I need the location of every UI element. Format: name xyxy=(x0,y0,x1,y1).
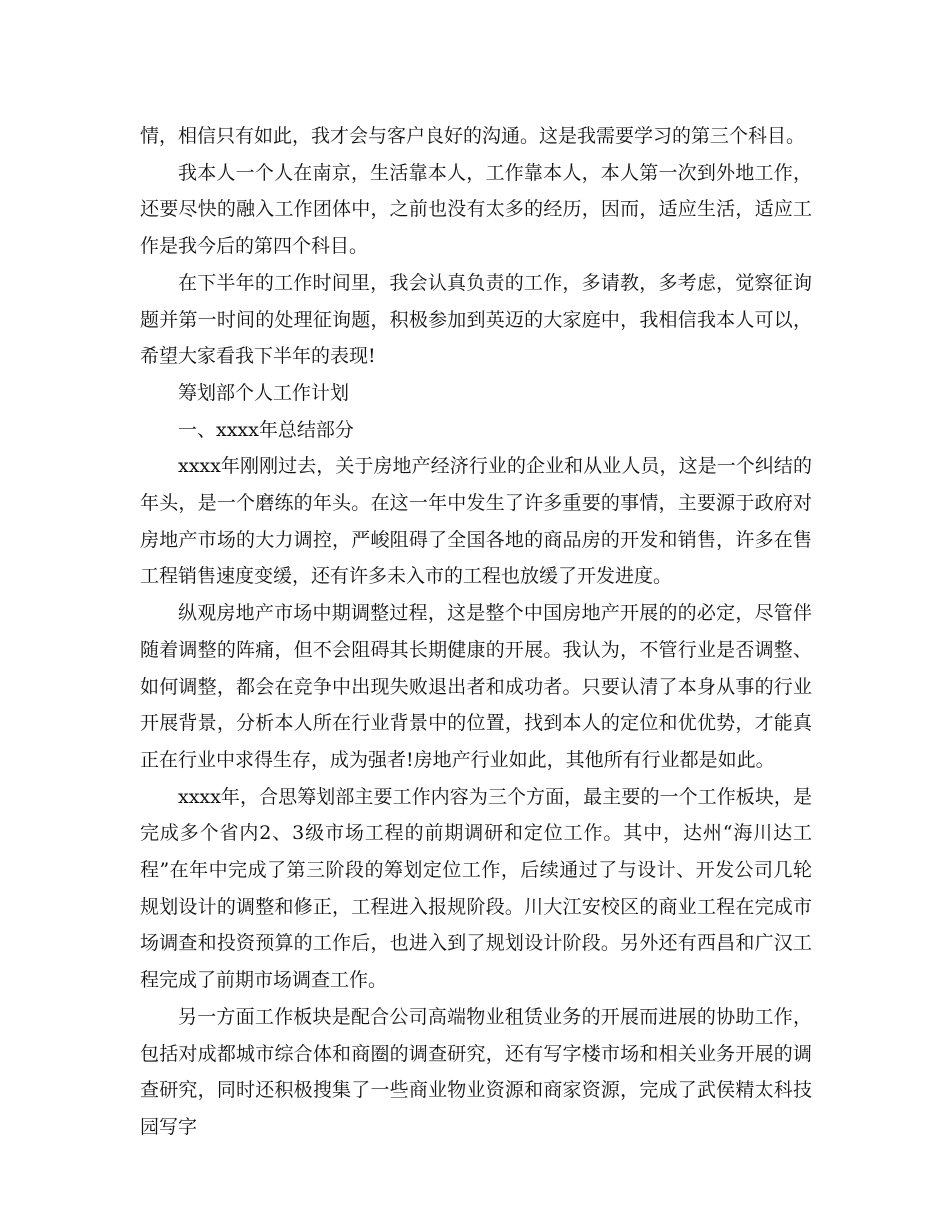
document-page xyxy=(140,118,812,1146)
section-heading-summary: 一、xxxx年总结部分 xyxy=(178,418,354,441)
paragraph-leasing-support: 另一方面工作板块是配合公司高端物业租赁业务的开展而进展的协助工作，包括对成都城市综合体和商圈的调查研究，还有写字楼市场和相关业务开展的调查研究，同时还积极搜集了一些商业物业资源和商家资源，完成了武侯精太科技园写字 xyxy=(140,1005,812,1138)
paragraph-planning-work: xxxx年，合思筹划部主要工作内容为三个方面，最主要的一个工作板块，是完成多个省内2、3级市场工程的前期调研和定位工作。其中，达州“海川达工程”在年中完成了第三阶段的筹划定位工作，后续通过了与设计、开发公司几轮规划设计的调整和修正，工程进入报规阶段。川大江安校区的商业工程在完成市场调查和投资预算的工作后，也进入到了规划设计阶段。另外还有西昌和广汉工程完成了前期市场调查工作。 xyxy=(140,785,812,992)
paragraph-continuation: 情，相信只有如此，我才会与客户良好的沟通。这是我需要学习的第三个科目。 xyxy=(140,125,806,147)
section-title: 筹划部个人工作计划 xyxy=(178,381,350,404)
paragraph-second-half-plan: 在下半年的工作时间里，我会认真负责的工作，多请教，多考虑，觉察征询题并第一时间的处理征询题，积极参加到英迈的大家庭中，我相信我本人可以，希望大家看我下半年的表现! xyxy=(140,271,812,368)
paragraph-year-review: xxxx年刚刚过去，关于房地产经济行业的企业和从业人员，这是一个纠结的年头，是一个磨练的年头。在这一年中发生了许多重要的事情，主要源于政府对房地产市场的大力调控，严峻阻碍了全国各地的商品房的开发和销售，许多在售工程销售速度变缓，还有许多未入市的工程也放缓了开发进度。 xyxy=(140,455,812,588)
paragraph-market-adjustment: 纵观房地产市场中期调整过程，这是整个中国房地产开展的的必定，尽管伴随着调整的阵痛，但不会阻碍其长期健康的开展。我认为，不管行业是否调整、如何调整，都会在竞争中出现失败退出者和成功者。只要认清了本身从事的行业开展背景，分析本人所在行业背景中的位置，找到本人的定位和优优势，才能真正在行业中求得生存，成为强者!房地产行业如此，其他所有行业都是如此。 xyxy=(140,602,812,771)
paragraph-nanjing-life: 我本人一个人在南京，生活靠本人，工作靠本人，本人第一次到外地工作，还要尽快的融入工作团体中，之前也没有太多的经历，因而，适应生活，适应工作是我今后的第四个科目。 xyxy=(140,161,812,258)
